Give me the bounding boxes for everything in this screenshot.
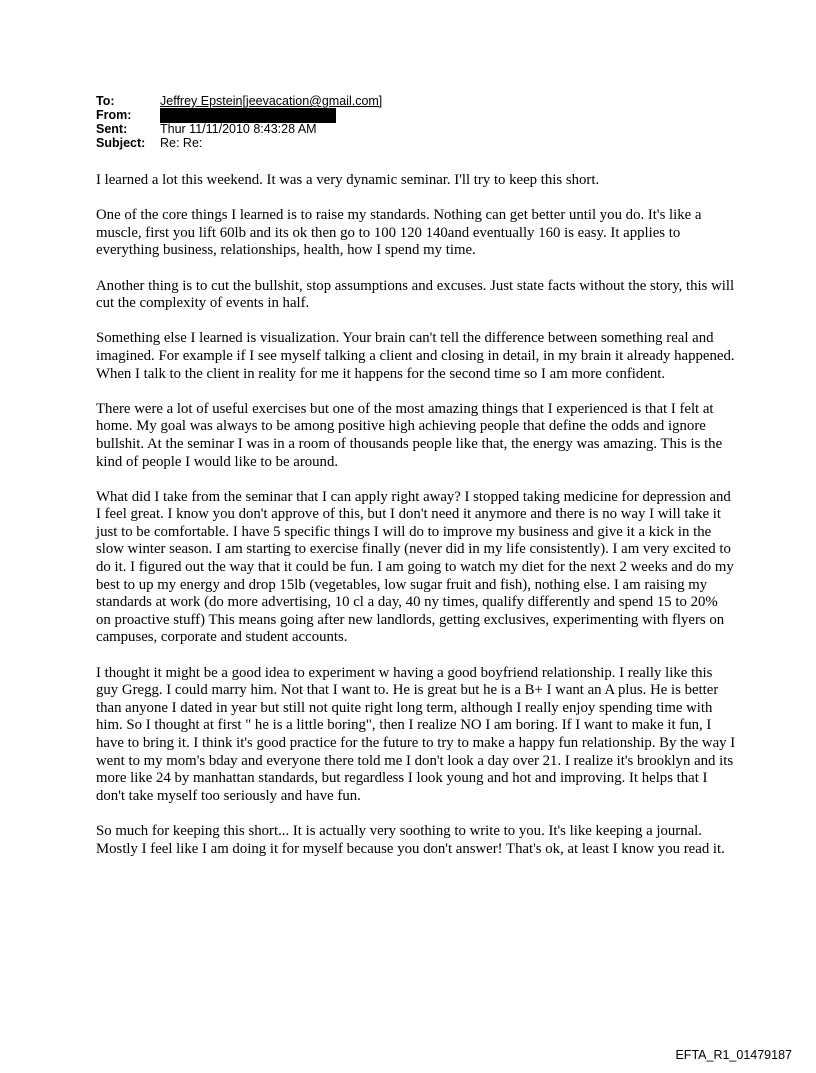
from-label: From: — [96, 108, 132, 122]
document-id: EFTA_R1_01479187 — [675, 1048, 792, 1062]
from-row — [96, 108, 382, 122]
to-label: To: — [96, 94, 115, 108]
to-row — [96, 94, 382, 108]
body-paragraph: Another thing is to cut the bullshit, stop assumptions and excuses. Just state facts without the story, this will cut the complexity of events in half. — [96, 277, 735, 312]
body-paragraph: So much for keeping this short... It is actually very soothing to write to you. It's like keeping a journal. Mostly I feel like I am doing it for myself because you don't answer! That's ok, at least I know you read it. — [96, 822, 725, 857]
subject-row — [96, 136, 382, 150]
email-body — [96, 172, 736, 876]
body-paragraph: I thought it might be a good idea to experiment w having a good boyfriend relationship. I really like this guy Gregg. I could marry him. Not that I want to. He is great but he is a B+ I want an A plus. He is better than anyone I dated in year but still not quite right long term, although I really enjoy spending time with him. So I thought at first " he is a little boring", then I realize NO I am boring. If I want to make it fun, I have to bring it. I think it's good practice for the future to try to make a happy fun relationship. By the way I went to my mom's bday and everyone there told me I don't look a day over 21. I realize it's brooklyn and its more like 24 by manhattan standards, but regardless I look young and hot and improving. It helps that I don't take myself too seriously and have fun. — [96, 664, 736, 804]
body-paragraph: Something else I learned is visualization. Your brain can't tell the difference between something real and imagined. For example if I see myself talking a client and closing in detail, in my brain it already happened. When I talk to the client in reality for me it happens for the second time so I am more confident. — [96, 330, 735, 382]
body-paragraph: I learned a lot this weekend. It was a very dynamic seminar. I'll try to keep this short. — [96, 172, 600, 188]
body-paragraph: One of the core things I learned is to raise my standards. Nothing can get better until you do. It's like a muscle, first you lift 60lb and its ok then go to 100 120 140and eventually 160 is easy. It applies to everything business, relationships, health, how I spend my time. — [96, 207, 702, 259]
from-redaction — [160, 108, 336, 123]
subject-value: Re: Re: — [160, 136, 203, 150]
sent-row — [96, 122, 382, 136]
body-paragraph: What did I take from the seminar that I can apply right away? I stopped taking medicine for depression and I feel great. I know you don't approve of this, but I don't need it anymore and there is no way I will take it just to be comfortable. I have 5 specific things I will do to improve my business and give it a kick in the slow winter season. I am starting to exercise finally (never did in my life consistently). I am very excited to do it. I figured out the way that it could be fun. I am going to watch my diet for the next 2 weeks and do my best to up my energy and drop 15lb (vegetables, low sugar fruit and fish), nothing else. I am raising my standards at work (do more advertising, 10 cl a day, 40 ny times, qualify differently and spend 15 to 20% on proactive stuff) This means going after new landlords, getting exclusives, experimenting with flyers on campuses, corporate and student accounts. — [96, 488, 734, 646]
to-value: Jeffrey Epstein[jeevacation@gmail.com] — [160, 94, 383, 108]
sent-label: Sent: — [96, 122, 128, 136]
body-paragraph: There were a lot of useful exercises but one of the most amazing things that I experienced is that I felt at home. My goal was always to be among positive high achieving people that define the odds and ignore bullshit. At the seminar I was in a room of thousands people like that, the energy was amazing. This is the kind of people I would like to be around. — [96, 400, 723, 470]
subject-label: Subject: — [96, 136, 146, 150]
sent-value: Thur 11/11/2010 8:43:28 AM — [160, 122, 317, 136]
email-header — [96, 94, 382, 150]
